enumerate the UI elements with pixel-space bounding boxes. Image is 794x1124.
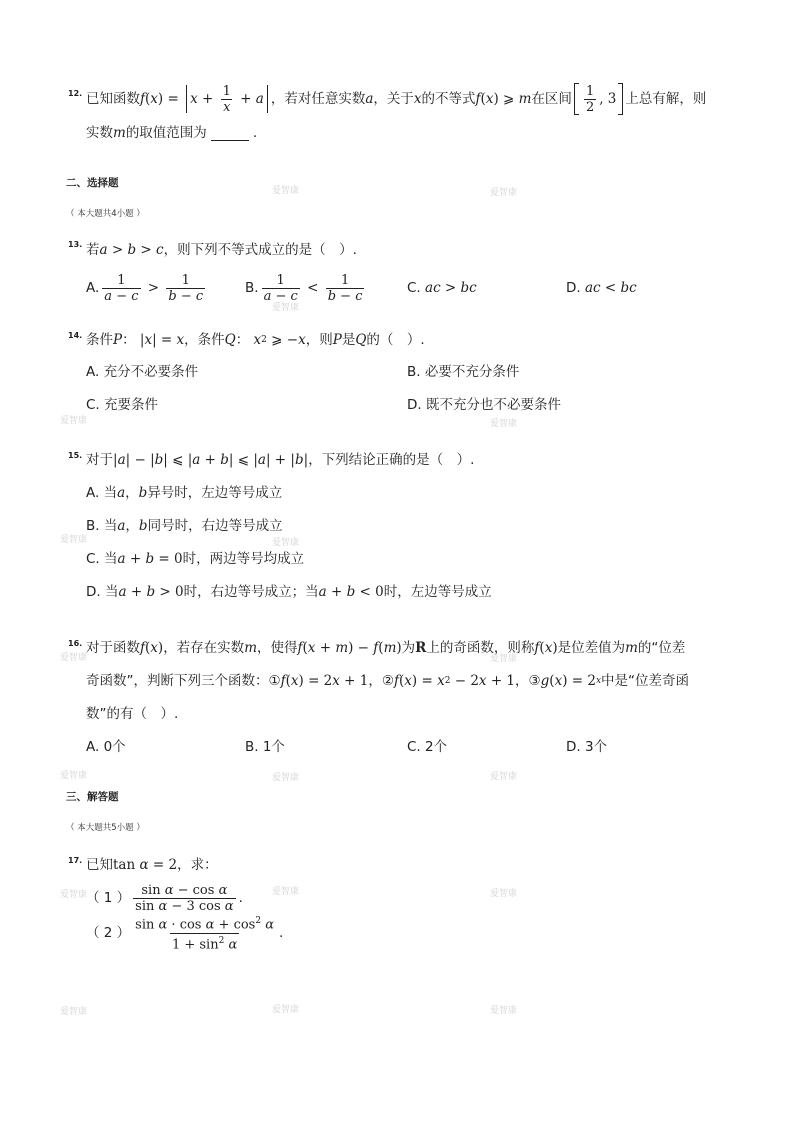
watermark: 爱智康 — [490, 889, 518, 899]
watermark: 爱智康 — [60, 535, 88, 545]
fraction: $\frac{\sin \alpha \cdot \cos \alpha + \cos^2 \alpha}{1 + \sin^2 \alpha}$ — [135, 916, 275, 952]
q14-stem: 条件 P ： | x | = x ，条件 Q ： x 2 ⩾ − x ，则 P 是 Q 的（ ）. — [86, 332, 425, 348]
watermark: 爱智康 — [272, 1005, 300, 1015]
watermark: 爱智康 — [490, 654, 518, 664]
option-a[interactable]: A. 当 a ， b 异号时，左边等号成立 — [86, 485, 283, 501]
fraction: $\frac{1}{b - c}$ — [327, 272, 363, 304]
section-title: 三、解答题 — [66, 791, 119, 803]
q17-part2: （ 2 ） $\frac{\sin \alpha \cdot \cos \alpha + \cos^2 \alpha}{1 + \sin^2 \alpha}$ . — [86, 916, 284, 952]
watermark: 爱智康 — [490, 772, 518, 782]
option-a[interactable]: A. $\frac{1}{a - c}$ > $\frac{1}{b - c}$ — [86, 272, 204, 304]
option-d[interactable]: D. ac < bc — [566, 280, 637, 296]
q16-line3: 数”的有（ ）. — [86, 706, 179, 722]
section-note: （ 本大题共5小题 ） — [66, 823, 145, 833]
watermark: 爱智康 — [272, 773, 300, 783]
watermark: 爱智康 — [272, 887, 300, 897]
watermark: 爱智康 — [60, 890, 88, 900]
q12-line2: 实数 m 的取值范围为 . — [86, 125, 258, 141]
option-a[interactable]: A. 0个 — [86, 739, 126, 755]
fraction: $\frac{1}{a - c}$ — [263, 272, 298, 304]
option-d[interactable]: D. 3个 — [566, 739, 608, 755]
option-d[interactable]: D. 当 a + b > 0 时，右边等号成立；当 a + b < 0 时，左边等号成立 — [86, 584, 492, 600]
watermark: 爱智康 — [60, 1007, 88, 1017]
q16-line2: 奇函数”，判断下列三个函数：① f ( x ) = 2 x + 1 ，② f ( x ) = x 2 − 2 x + 1 ，③ g ( x ) = 2 x 中是“位差奇函 — [86, 673, 690, 689]
answer-blank[interactable] — [211, 126, 249, 141]
bracket-right — [618, 83, 623, 115]
q15-stem: 对于 | a | − | b | ⩽ | a + b | ⩽ | a | + | b | ，下列结论正确的是（ ）. — [86, 452, 475, 468]
q17-stem: 已知 tan α = 2 ，求： — [86, 857, 218, 873]
watermark: 爱智康 — [272, 303, 300, 313]
q13-stem: 若 a > b > c ，则下列不等式成立的是（ ）. — [86, 242, 357, 258]
q16-line1: 对于函数 f ( x ) ，若存在实数 m ，使得 f ( x + m ) − f ( m ) 为 R 上的奇函数，则称 f ( x ) 是位差值为 m 的“位差 — [86, 640, 686, 656]
abs-bar-left — [186, 85, 187, 113]
question-number: 17. — [68, 856, 83, 865]
option-a[interactable]: A. 充分不必要条件 — [86, 364, 199, 380]
option-b[interactable]: B. 当 a ， b 同号时，右边等号成立 — [86, 518, 283, 534]
section-note: （ 本大题共4小题 ） — [66, 209, 145, 219]
watermark: 爱智康 — [490, 419, 518, 429]
fraction: $\frac{1}{2}$ — [585, 83, 595, 115]
watermark: 爱智康 — [272, 538, 300, 548]
section-title: 二、选择题 — [66, 177, 119, 189]
option-c[interactable]: C. ac > bc — [407, 280, 477, 296]
question-number: 13. — [68, 240, 83, 249]
fraction: $\frac{1}{a - c}$ — [104, 272, 139, 304]
option-d[interactable]: D. 既不充分也不必要条件 — [407, 397, 561, 413]
option-c[interactable]: C. 2个 — [407, 739, 448, 755]
watermark: 爱智康 — [60, 416, 88, 426]
abs-bar-right — [267, 85, 268, 113]
q12-line1: 已知函数 f ( x ) = x + $\frac{1}{x}$ + a ，若对任意实数 a ，关于 x 的不等式 f ( x ) ⩾ m 在区间 $\frac{1}{2}$ , 3 上总有解，则 — [86, 83, 707, 115]
option-b[interactable]: B. $\frac{1}{a - c}$ < $\frac{1}{b - c}$ — [245, 272, 363, 304]
option-b[interactable]: B. 1个 — [245, 739, 285, 755]
bracket-left — [574, 83, 579, 115]
watermark: 爱智康 — [490, 188, 518, 198]
option-b[interactable]: B. 必要不充分条件 — [407, 364, 520, 380]
watermark: 爱智康 — [60, 771, 88, 781]
option-c[interactable]: C. 当 a + b = 0 时，两边等号均成立 — [86, 551, 305, 567]
watermark: 爱智康 — [490, 1006, 518, 1016]
watermark: 爱智康 — [272, 186, 300, 196]
question-number: 12. — [68, 89, 83, 98]
option-c[interactable]: C. 充要条件 — [86, 397, 159, 413]
fraction: $\frac{1}{x}$ — [222, 83, 231, 115]
watermark: 爱智康 — [60, 653, 88, 663]
question-number: 14. — [68, 331, 83, 340]
fraction: $\frac{1}{b - c}$ — [168, 272, 204, 304]
question-number: 16. — [68, 639, 83, 648]
q17-part1: （ 1 ） $\frac{\text{sin α − cos α}}{\text{sin α − 3 cos α}}$ . — [86, 882, 243, 914]
question-number: 15. — [68, 451, 83, 460]
fraction: $\frac{\text{sin α − cos α}}{\text{sin α − 3 cos α}}$ — [135, 882, 234, 914]
